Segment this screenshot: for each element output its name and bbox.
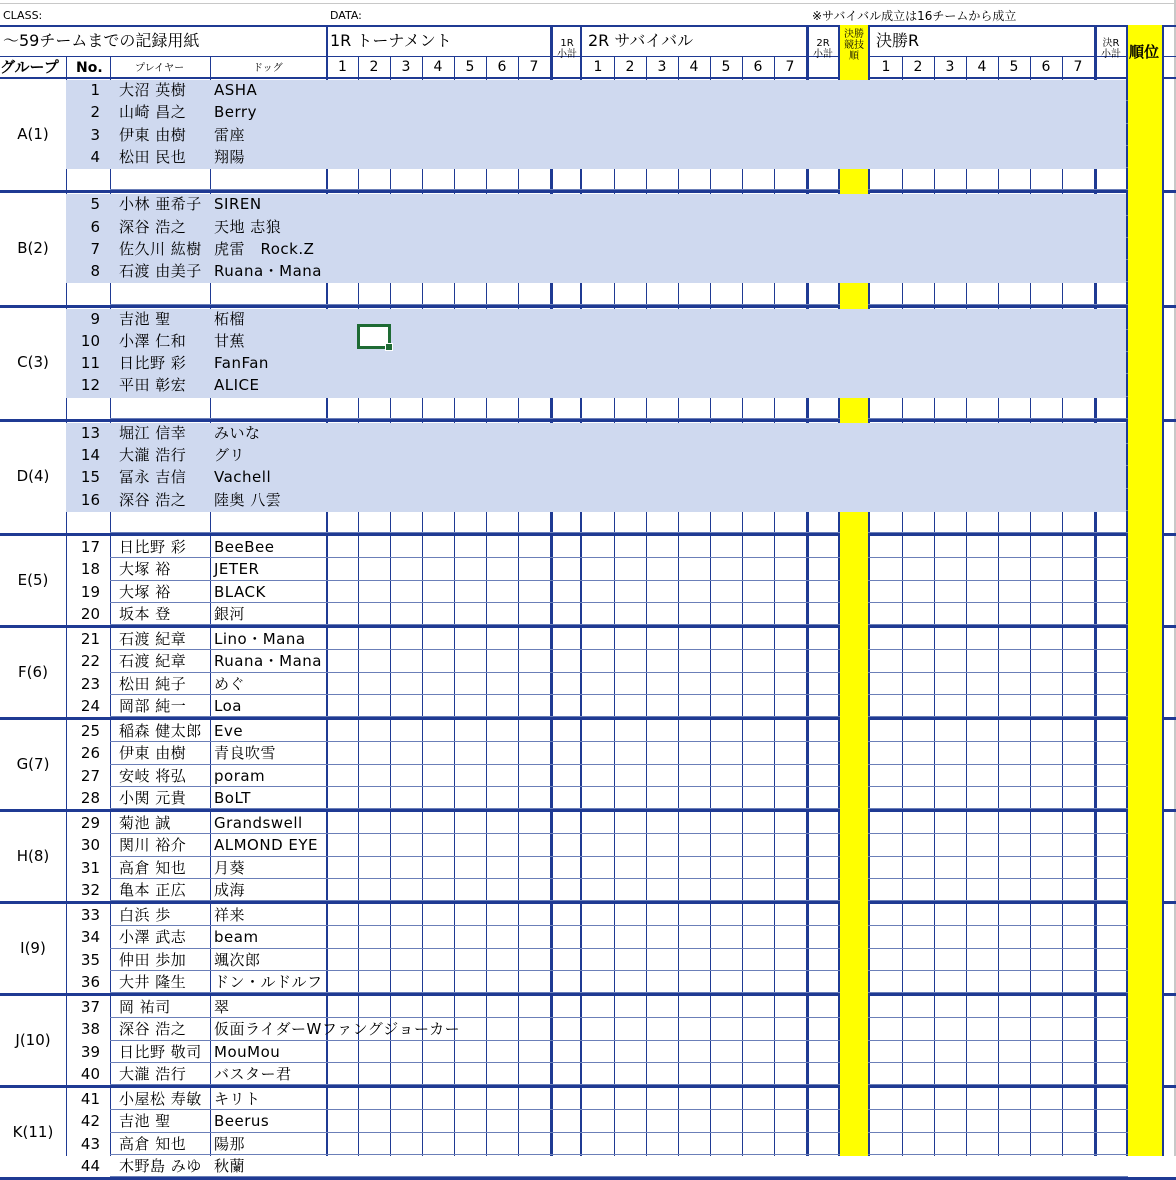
row-line	[110, 992, 1128, 993]
entry-player[interactable]: 石渡 紀章	[119, 652, 187, 671]
subtotal-final-header: 決R 小計	[1101, 38, 1121, 60]
group-separator	[0, 305, 1176, 308]
entry-no[interactable]: 35	[80, 950, 100, 969]
entry-no[interactable]: 42	[80, 1112, 100, 1131]
entry-dog[interactable]: poram	[214, 766, 266, 785]
entry-no[interactable]: 4	[90, 147, 100, 166]
entry-player[interactable]: 小澤 武志	[119, 928, 187, 947]
entry-no[interactable]: 43	[80, 1134, 100, 1153]
group-label: F(6)	[18, 662, 48, 681]
col-dog-header: ドッグ	[253, 63, 283, 74]
entry-player[interactable]: 伊東 由樹	[119, 744, 187, 763]
row-line	[110, 189, 1128, 190]
entry-no[interactable]: 36	[80, 972, 100, 991]
round1-run-number: 4	[433, 59, 443, 75]
entry-dog[interactable]: 祥来	[214, 906, 246, 924]
entry-dog[interactable]: Eve	[214, 722, 244, 740]
entry-no[interactable]: 20	[80, 604, 100, 623]
final-order-header: 決勝 競技 順	[844, 29, 864, 62]
entry-player[interactable]: 木野島 みゆ	[119, 1156, 202, 1175]
entry-no[interactable]: 34	[80, 928, 100, 947]
entry-no[interactable]: 19	[80, 582, 100, 601]
header-bottom	[0, 77, 1176, 79]
row-line	[110, 694, 1128, 695]
entry-no[interactable]: 31	[80, 858, 100, 877]
entry-player[interactable]: 大井 隆生	[119, 972, 187, 991]
entry-player[interactable]: 小澤 仁和	[119, 331, 187, 350]
final-title: 決勝R	[876, 31, 920, 50]
group-separator	[0, 717, 1176, 720]
entry-player[interactable]: 小林 亜希子	[119, 195, 202, 214]
group-label: D(4)	[16, 467, 50, 486]
group-separator	[0, 1085, 1176, 1088]
entry-dog[interactable]: 天地 志狼	[214, 217, 282, 236]
group-separator	[0, 533, 1176, 536]
entry-no[interactable]: 28	[80, 788, 100, 807]
entry-player[interactable]: 佐久川 紘樹	[119, 239, 202, 258]
row-line	[110, 557, 1128, 558]
entry-no[interactable]: 10	[80, 331, 100, 350]
group-label: J(10)	[15, 1030, 51, 1049]
entry-dog[interactable]: ALICE	[214, 376, 260, 395]
round1-run-number: 3	[401, 59, 411, 75]
entry-dog[interactable]: グリ	[214, 446, 246, 464]
entry-player[interactable]: 小関 元貴	[119, 788, 187, 807]
entry-dog[interactable]: 虎雷 Rock.Z	[214, 239, 315, 258]
entry-dog[interactable]: 翠	[214, 998, 230, 1016]
round1-run-number: 5	[465, 59, 475, 75]
entry-no[interactable]: 25	[80, 722, 100, 740]
group-label: C(3)	[17, 353, 49, 372]
entry-no[interactable]: 23	[80, 674, 100, 693]
round2-run-number: 5	[721, 59, 731, 75]
entry-dog[interactable]: BoLT	[214, 788, 251, 807]
entry-dog[interactable]: SIREN	[214, 195, 262, 214]
entry-dog[interactable]: Lino・Mana	[214, 630, 306, 648]
entry-dog[interactable]: BeeBee	[214, 538, 275, 556]
group-separator	[0, 809, 1176, 812]
entry-player[interactable]: 山崎 昌之	[119, 103, 187, 122]
entry-dog[interactable]: beam	[214, 928, 259, 947]
fill-handle[interactable]	[385, 343, 393, 351]
entry-player[interactable]: 日比野 彩	[119, 354, 187, 372]
entry-dog[interactable]: 陸奥 八雲	[214, 490, 282, 509]
row-line	[110, 786, 1128, 787]
row-line	[110, 1062, 1128, 1063]
group-label: I(9)	[20, 938, 46, 957]
final-run-number: 5	[1009, 59, 1019, 75]
entry-dog[interactable]: MouMou	[214, 1042, 281, 1061]
row-line	[110, 925, 1128, 926]
entry-no[interactable]: 41	[80, 1090, 100, 1108]
entry-player[interactable]: 堀江 信幸	[119, 423, 187, 442]
entry-player[interactable]: 石渡 由美子	[119, 262, 202, 280]
entry-no[interactable]: 26	[80, 744, 100, 763]
entry-player[interactable]: 坂本 登	[119, 604, 171, 623]
round2-run-number: 2	[625, 59, 635, 75]
subtotal-2r-header: 2R 小計	[813, 38, 833, 60]
group-separator	[0, 993, 1176, 996]
row-line	[110, 532, 1128, 533]
entry-dog[interactable]: キリト	[214, 1090, 261, 1108]
entry-dog[interactable]: バスター君	[214, 1064, 292, 1083]
row-line	[110, 741, 1128, 742]
final-run-number: 2	[913, 59, 923, 75]
entry-player[interactable]: 大塚 裕	[119, 582, 171, 601]
row-line	[110, 1040, 1128, 1041]
round2-run-number: 3	[657, 59, 667, 75]
round1-run-number: 1	[338, 59, 347, 75]
entry-player[interactable]: 冨永 吉信	[119, 468, 187, 487]
round1-title: 1R トーナメント	[330, 31, 452, 50]
group-label: A(1)	[17, 124, 49, 143]
entry-no[interactable]: 7	[90, 239, 100, 258]
row-line	[110, 970, 1128, 971]
entry-dog[interactable]: 月葵	[214, 858, 246, 877]
entry-dog[interactable]: Berry	[214, 103, 257, 122]
group-label: G(7)	[16, 754, 50, 773]
entry-no[interactable]: 22	[80, 652, 100, 671]
entry-no[interactable]: 30	[80, 836, 100, 855]
row-line	[110, 649, 1128, 650]
entry-no[interactable]: 15	[80, 468, 100, 487]
group-label: H(8)	[16, 846, 50, 865]
entry-no[interactable]: 38	[80, 1020, 100, 1039]
entry-no[interactable]: 9	[90, 309, 100, 328]
entry-player[interactable]: 高倉 知也	[119, 858, 187, 877]
row-line	[110, 808, 1128, 809]
row-line	[110, 1017, 1128, 1018]
entry-player[interactable]: 松田 純子	[119, 674, 187, 693]
row-line	[110, 602, 1128, 603]
entry-dog[interactable]: 甘蕉	[214, 331, 246, 350]
group-label: B(2)	[17, 238, 49, 257]
entry-player[interactable]: 大塚 裕	[119, 560, 171, 579]
round2-run-number: 6	[753, 59, 763, 75]
rank-column	[1128, 25, 1162, 1156]
thin-top	[0, 3, 1176, 4]
entry-player[interactable]: 大沼 英樹	[119, 81, 187, 99]
entry-dog[interactable]: ASHA	[214, 81, 258, 99]
entry-player[interactable]: 日比野 敬司	[119, 1042, 202, 1061]
final-run-number: 6	[1041, 59, 1051, 75]
entry-dog[interactable]: めぐ	[214, 674, 246, 693]
entry-no[interactable]: 37	[80, 998, 100, 1016]
row-line	[110, 1109, 1128, 1110]
entry-player[interactable]: 小屋松 寿敏	[119, 1090, 202, 1108]
entry-no[interactable]: 44	[80, 1156, 100, 1175]
entry-dog[interactable]: JETER	[214, 560, 260, 579]
entry-dog[interactable]: Grandswell	[214, 814, 303, 832]
group-separator	[0, 625, 1176, 628]
entry-dog[interactable]: ドン・ルドルフ	[214, 972, 323, 991]
row-line	[110, 856, 1128, 857]
entry-dog[interactable]: みいな	[214, 423, 261, 442]
entry-player[interactable]: 亀本 正広	[119, 880, 187, 899]
entry-no[interactable]: 24	[80, 696, 100, 715]
entry-player[interactable]: 松田 民也	[119, 147, 187, 166]
entry-player[interactable]: 岡 祐司	[119, 998, 171, 1016]
entry-player[interactable]: 稲森 健太郎	[119, 722, 202, 740]
group-separator	[0, 901, 1176, 904]
entry-dog[interactable]: 銀河	[214, 604, 246, 623]
entry-no[interactable]: 27	[80, 766, 100, 785]
row-line	[110, 1084, 1128, 1085]
round2-run-number: 4	[689, 59, 699, 75]
row-line	[110, 900, 1128, 901]
round2-run-number: 7	[785, 59, 795, 75]
entry-player[interactable]: 石渡 紀章	[119, 630, 187, 648]
group-separator	[0, 190, 1176, 193]
entry-dog[interactable]: Ruana・Mana	[214, 262, 322, 280]
header-line	[0, 56, 1176, 57]
entry-player[interactable]: 吉池 聖	[119, 309, 171, 328]
row-line	[110, 1132, 1128, 1133]
final-run-number: 1	[881, 59, 891, 75]
sheet-title: ～59チームまでの記録用紙	[3, 31, 200, 50]
entry-no[interactable]: 1	[90, 81, 100, 99]
group-separator	[0, 419, 1176, 422]
row-line	[110, 418, 1128, 419]
entry-no[interactable]: 3	[90, 125, 100, 144]
entry-player[interactable]: 白浜 歩	[119, 906, 171, 924]
entry-dog[interactable]: 雷座	[214, 125, 246, 144]
entry-no[interactable]: 14	[80, 446, 100, 464]
round2-title: 2R サバイバル	[588, 31, 694, 50]
row-line	[110, 716, 1128, 717]
row-line	[110, 764, 1128, 765]
entry-player[interactable]: 日比野 彩	[119, 538, 187, 556]
entry-no[interactable]: 21	[80, 630, 100, 648]
entry-no[interactable]: 12	[80, 376, 100, 395]
entry-player[interactable]: 吉池 聖	[119, 1112, 171, 1131]
row-line	[110, 624, 1128, 625]
entry-no[interactable]: 33	[80, 906, 100, 924]
entry-no[interactable]: 17	[80, 538, 100, 556]
entry-no[interactable]: 40	[80, 1064, 100, 1083]
row-line	[110, 948, 1128, 949]
col-no-header: No.	[76, 60, 103, 76]
entry-player[interactable]: 岡部 純一	[119, 696, 187, 715]
row-line	[110, 878, 1128, 879]
entry-dog[interactable]: Ruana・Mana	[214, 652, 322, 671]
entry-player[interactable]: 高倉 知也	[119, 1134, 187, 1153]
entry-no[interactable]: 5	[90, 195, 100, 214]
entry-no[interactable]: 6	[90, 217, 100, 236]
entry-player[interactable]: 安岐 将弘	[119, 766, 187, 785]
entry-player[interactable]: 関川 裕介	[119, 836, 187, 855]
entry-player[interactable]: 大瀧 浩行	[119, 1064, 187, 1083]
round2-run-number: 1	[593, 59, 603, 75]
top-line	[0, 25, 1176, 27]
final-run-number: 7	[1073, 59, 1083, 75]
group-label: K(11)	[12, 1122, 54, 1141]
entry-player[interactable]: 深谷 浩之	[119, 490, 187, 509]
round1-run-number: 7	[529, 59, 539, 75]
entry-dog[interactable]: Vachell	[214, 468, 272, 487]
row-line	[110, 304, 1128, 305]
entry-dog[interactable]: FanFan	[214, 354, 269, 372]
group-label: E(5)	[17, 570, 49, 589]
entry-dog[interactable]: 仮面ライダーWファングジョーカー	[214, 1020, 461, 1039]
entry-no[interactable]: 32	[80, 880, 100, 899]
row-line	[110, 1176, 1128, 1177]
survival-note: ※サバイバル成立は16チームから成立	[812, 9, 1017, 23]
entry-no[interactable]: 13	[80, 423, 100, 442]
entry-no[interactable]: 29	[80, 814, 100, 832]
entry-dog[interactable]: 翔陽	[214, 147, 246, 166]
entry-player[interactable]: 深谷 浩之	[119, 1020, 187, 1039]
entry-no[interactable]: 11	[80, 354, 100, 372]
entry-player[interactable]: 仲田 歩加	[119, 950, 187, 969]
round1-run-number: 6	[497, 59, 507, 75]
final-run-number: 4	[977, 59, 987, 75]
round1-run-number: 2	[369, 59, 379, 75]
row-line	[110, 580, 1128, 581]
data-label: DATA:	[330, 9, 362, 22]
class-label: CLASS:	[3, 9, 43, 22]
row-line	[110, 672, 1128, 673]
entry-no[interactable]: 2	[90, 103, 100, 122]
entry-dog[interactable]: 陽那	[214, 1134, 246, 1153]
entry-dog[interactable]: 秋蘭	[214, 1156, 246, 1175]
entry-no[interactable]: 16	[80, 490, 100, 509]
entry-no[interactable]: 39	[80, 1042, 100, 1061]
entry-dog[interactable]: Loa	[214, 696, 242, 715]
entry-dog[interactable]: 柘榴	[214, 309, 246, 328]
final-run-number: 3	[945, 59, 955, 75]
row-line	[110, 1154, 1128, 1155]
entry-dog[interactable]: Beerus	[214, 1112, 270, 1131]
entry-player[interactable]: 伊東 由樹	[119, 125, 187, 144]
entry-dog[interactable]: 颯次郎	[214, 950, 261, 969]
col-player-header: プレイヤー	[135, 63, 185, 74]
entry-no[interactable]: 8	[90, 262, 100, 280]
entry-player[interactable]: 菊池 誠	[119, 814, 171, 832]
col-group-header: グループ	[0, 58, 59, 76]
subtotal-1r-header: 1R 小計	[557, 38, 577, 60]
entry-dog[interactable]: ALMOND EYE	[214, 836, 319, 855]
entry-dog[interactable]: 成海	[214, 880, 246, 899]
entry-dog[interactable]: BLACK	[214, 582, 266, 601]
entry-player[interactable]: 大瀧 浩行	[119, 446, 187, 464]
entry-player[interactable]: 平田 彰宏	[119, 376, 187, 395]
col-line	[1162, 25, 1164, 1156]
row-line	[110, 833, 1128, 834]
rank-header: 順位	[1129, 43, 1160, 61]
entry-no[interactable]: 18	[80, 560, 100, 579]
entry-dog[interactable]: 青良吹雪	[214, 744, 277, 763]
entry-player[interactable]: 深谷 浩之	[119, 217, 187, 236]
